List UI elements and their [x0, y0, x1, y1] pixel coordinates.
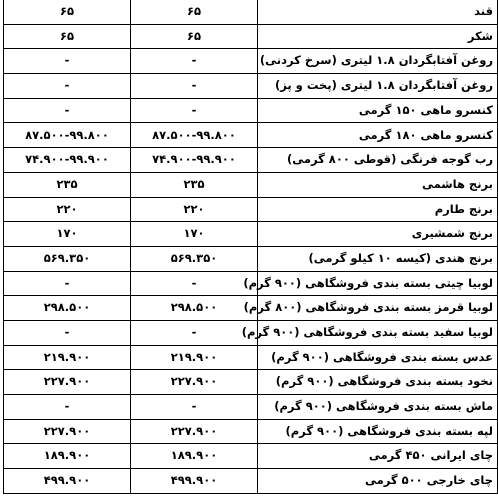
item-name-cell: برنج هاشمی [258, 172, 498, 197]
item-name-cell: عدس بسته بندی فروشگاهی (۹۰۰ گرم) [258, 345, 498, 370]
item-name-cell: روغن آفتابگردان ۱.۸ لیتری (پخت و پز) [258, 74, 498, 99]
price-cell-a: - [131, 271, 258, 296]
table-row [4, 419, 498, 444]
price-cell-a: ۴۹۹.۹۰۰ [131, 469, 258, 494]
price-cell-a: ۲۲۷.۹۰۰ [131, 419, 258, 444]
item-name-cell: روغن آفتابگردان ۱.۸ لیتری (سرخ کردنی) [258, 49, 498, 74]
price-table [3, 0, 498, 494]
table-row [4, 172, 498, 197]
price-cell-b: ۲۱۹.۹۰۰ [4, 345, 131, 370]
price-cell-b: ۲۲۷.۹۰۰ [4, 370, 131, 395]
price-cell-b: - [4, 74, 131, 99]
price-cell-a: - [131, 98, 258, 123]
table-row [4, 296, 498, 321]
price-cell-a: ۲۲۷.۹۰۰ [131, 370, 258, 395]
price-cell-b: ۴۹۹.۹۰۰ [4, 469, 131, 494]
price-cell-b: ۲۹۸.۵۰۰ [4, 296, 131, 321]
table-row [4, 0, 498, 24]
price-cell-b: ۱۸۹.۹۰۰ [4, 444, 131, 469]
table-row [4, 24, 498, 49]
price-cell-b: ۵۶۹.۳۵۰ [4, 246, 131, 271]
table-row [4, 320, 498, 345]
price-cell-b: - [4, 271, 131, 296]
table-row [4, 123, 498, 148]
price-cell-a: - [131, 49, 258, 74]
item-name-cell: لپه بسته بندی فروشگاهی (۹۰۰ گرم) [258, 419, 498, 444]
price-table-body [4, 0, 498, 493]
price-cell-b: ۲۲۷.۹۰۰ [4, 419, 131, 444]
price-cell-a: ۱۷۰ [131, 222, 258, 247]
table-row [4, 222, 498, 247]
price-cell-b: - [4, 320, 131, 345]
table-row [4, 271, 498, 296]
price-cell-a: - [131, 320, 258, 345]
price-cell-b: ۲۳۵ [4, 172, 131, 197]
price-cell-a: ۶۵ [131, 0, 258, 24]
price-cell-a: ۲۹۸.۵۰۰ [131, 296, 258, 321]
price-cell-a: - [131, 395, 258, 420]
item-name-cell: لوبیا چیتی بسته بندی فروشگاهی (۹۰۰ گرم) [258, 271, 498, 296]
table-row [4, 74, 498, 99]
price-cell-a: - [131, 74, 258, 99]
price-cell-a: ۸۷.۵۰۰-۹۹.۸۰۰ [131, 123, 258, 148]
item-name-cell: برنج طارم [258, 197, 498, 222]
table-row [4, 370, 498, 395]
price-cell-b: - [4, 98, 131, 123]
price-cell-b: ۸۷.۵۰۰-۹۹.۸۰۰ [4, 123, 131, 148]
price-cell-a: ۲۳۵ [131, 172, 258, 197]
price-cell-a: ۲۱۹.۹۰۰ [131, 345, 258, 370]
item-name-cell: ماش بسته بندی فروشگاهی (۹۰۰ گرم) [258, 395, 498, 420]
table-row [4, 197, 498, 222]
table-row [4, 49, 498, 74]
item-name-cell: نخود بسته بندی فروشگاهی (۹۰۰ گرم) [258, 370, 498, 395]
price-cell-a: ۶۵ [131, 24, 258, 49]
price-cell-b: ۷۴.۹۰۰-۹۹.۹۰۰ [4, 148, 131, 173]
table-row [4, 444, 498, 469]
price-cell-a: ۵۶۹.۳۵۰ [131, 246, 258, 271]
item-name-cell: لوبیا سفید بسته بندی فروشگاهی (۹۰۰ گرم) [258, 320, 498, 345]
item-name-cell: چای ایرانی ۴۵۰ گرمی [258, 444, 498, 469]
item-name-cell: رب گوجه فرنگی (قوطی ۸۰۰ گرمی) [258, 148, 498, 173]
item-name-cell: برنج شمشیری [258, 222, 498, 247]
price-cell-b: ۲۲۰ [4, 197, 131, 222]
price-cell-b: ۱۷۰ [4, 222, 131, 247]
price-cell-b: ۶۵ [4, 24, 131, 49]
price-cell-a: ۲۲۰ [131, 197, 258, 222]
table-row [4, 395, 498, 420]
item-name-cell: لوبیا قرمز بسته بندی فروشگاهی (۸۰۰ گرم) [258, 296, 498, 321]
table-row [4, 98, 498, 123]
price-cell-a: ۷۴.۹۰۰-۹۹.۹۰۰ [131, 148, 258, 173]
item-name-cell: شکر [258, 24, 498, 49]
table-row [4, 469, 498, 494]
item-name-cell: برنج هندی (کیسه ۱۰ کیلو گرمی) [258, 246, 498, 271]
item-name-cell: کنسرو ماهی ۱۸۰ گرمی [258, 123, 498, 148]
item-name-cell: قند [258, 0, 498, 24]
price-cell-b: - [4, 395, 131, 420]
table-row [4, 246, 498, 271]
item-name-cell: کنسرو ماهی ۱۵۰ گرمی [258, 98, 498, 123]
price-cell-b: - [4, 49, 131, 74]
price-cell-a: ۱۸۹.۹۰۰ [131, 444, 258, 469]
item-name-cell: چای خارجی ۵۰۰ گرمی [258, 469, 498, 494]
table-row [4, 345, 498, 370]
table-row [4, 148, 498, 173]
price-cell-b: ۶۵ [4, 0, 131, 24]
